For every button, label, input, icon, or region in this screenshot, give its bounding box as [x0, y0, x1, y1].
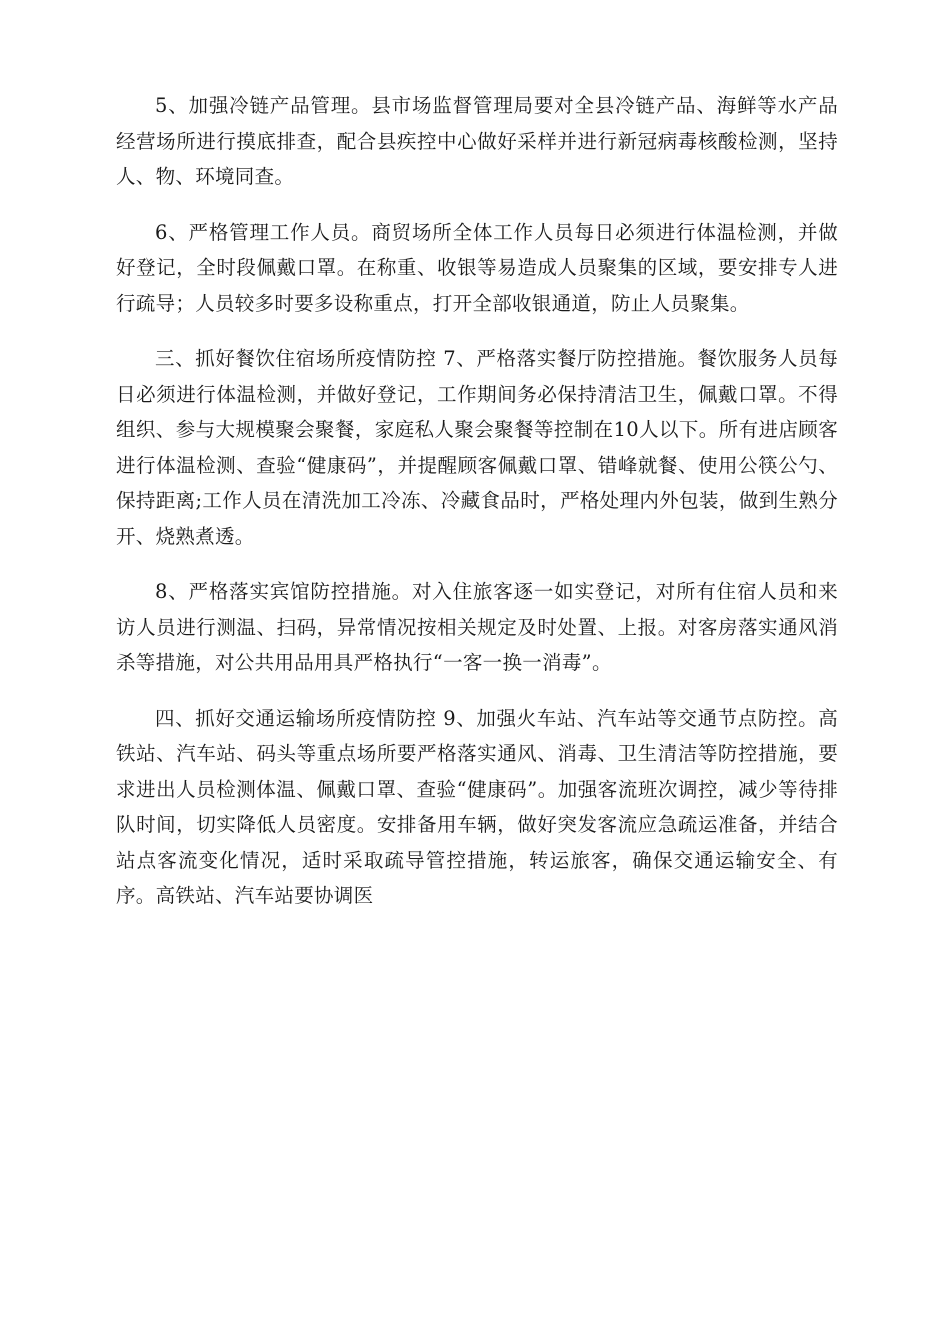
paragraph-transport-control: 四、抓好交通运输场所疫情防控 9、加强火车站、汽车站等交通节点防控。高铁站、汽车站、码头等重点场所要严格落实通风、消毒、卫生清洁等防控措施，要求进出人员检测体温、佩戴口罩、查验“健康码”。加强客流班次调控，减少等待排队时间，切实降低人员密度。安排备用车辆，做好突发客流应急疏运准备，并结合站点客流变化情况，适时采取疏导管控措施，转运旅客，确保交通运输安全、有序。高铁站、汽车站要协调医 [116, 706, 838, 907]
paragraph-cold-chain: 5、加强冷链产品管理。县市场监督管理局要对全县冷链产品、海鲜等水产品经营场所进行摸底排查，配合县疾控中心做好采样并进行新冠病毒核酸检测，坚持人、物、环境同查。 [116, 94, 838, 188]
paragraph-staff-management: 6、严格管理工作人员。商贸场所全体工作人员每日必须进行体温检测，并做好登记，全时段佩戴口罩。在称重、收银等易造成人员聚集的区域，要安排专人进行疏导；人员较多时要多设称重点，打开全部收银通道，防止人员聚集。 [116, 220, 838, 315]
paragraph-restaurant-control: 三、抓好餐饮住宿场所疫情防控 7、严格落实餐厅防控措施。餐饮服务人员每日必须进行体温检测，并做好登记，工作期间务必保持清洁卫生，佩戴口罩。不得组织、参与大规模聚会聚餐，家庭私人聚会聚餐等控制在10人以下。所有进店顾客进行体温检测、查验“健康码”，并提醒顾客佩戴口罩、错峰就餐、使用公筷公勺、保持距离;工作人员在清洗加工冷冻、冷藏食品时，严格处理内外包装，做到生熟分开、烧熟煮透。 [116, 347, 838, 548]
document-body [116, 88, 838, 934]
paragraph-hotel-control: 8、严格落实宾馆防控措施。对入住旅客逐一如实登记，对所有住宿人员和来访人员进行测温、扫码，异常情况按相关规定及时处置、上报。对客房落实通风消杀等措施，对公共用品用具严格执行“一客一换一消毒”。 [116, 580, 838, 674]
